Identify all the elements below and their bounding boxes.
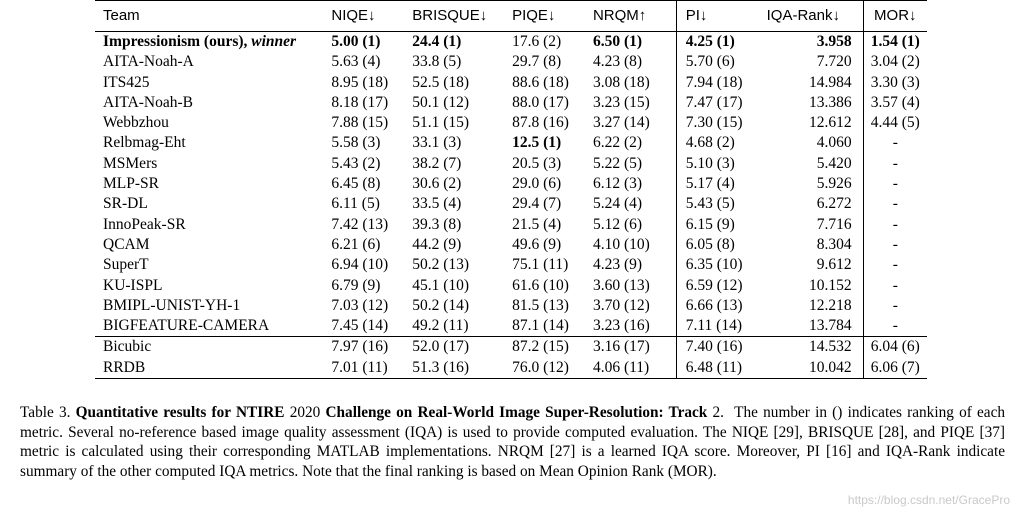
- team-name-cell: InnoPeak-SR: [103, 215, 186, 233]
- table-row: [95, 316, 927, 337]
- metric-cell: 3.16 (17): [593, 337, 676, 358]
- metric-cell: 7.45 (14): [331, 317, 389, 335]
- header-mor: MOR↓: [863, 1, 927, 32]
- metric-cell: -: [863, 296, 927, 316]
- metric-cell: 7.11 (14): [676, 316, 766, 337]
- table-row: [95, 276, 927, 296]
- table-row: [95, 235, 927, 255]
- metric-cell: 29.4 (7): [512, 195, 562, 213]
- metric-cell: 39.3 (8): [412, 215, 462, 233]
- metric-cell: 7.88 (15): [331, 114, 389, 132]
- metric-cell: 3.57 (4): [863, 93, 927, 113]
- metric-cell: -: [863, 154, 927, 174]
- metric-cell: 9.612: [816, 256, 852, 274]
- team-name-cell: MSMers: [103, 154, 158, 172]
- metric-cell: -: [863, 174, 927, 194]
- metric-cell: -: [863, 316, 927, 337]
- metric-cell: 5.10 (3): [676, 154, 766, 174]
- metric-cell: 4.44 (5): [863, 113, 927, 133]
- table-row: [95, 32, 927, 53]
- metric-cell: 7.716: [816, 215, 852, 233]
- team-name-cell: SR-DL: [103, 195, 148, 213]
- metric-cell: 51.3 (16): [412, 358, 512, 379]
- metric-cell: 6.35 (10): [676, 255, 766, 275]
- metric-cell: 3.60 (13): [592, 276, 650, 294]
- table-row: [95, 174, 927, 194]
- metric-cell: 6.04 (6): [863, 337, 927, 358]
- metric-cell: 14.532: [767, 337, 863, 358]
- metric-cell: 7.30 (15): [676, 113, 766, 133]
- metric-cell: 4.23 (8): [592, 53, 643, 71]
- metric-cell: -: [863, 235, 927, 255]
- caption-label: Table 3.: [20, 404, 71, 421]
- metric-cell: 6.50 (1): [592, 33, 643, 50]
- metric-cell: 87.1 (14): [512, 317, 569, 335]
- metric-cell: 12.5 (1): [512, 134, 562, 152]
- metric-cell: 6.22 (2): [592, 134, 643, 152]
- team-name-cell: ITS425: [103, 73, 150, 91]
- metric-cell: 10.042: [767, 358, 863, 379]
- table-row: [95, 73, 927, 93]
- metric-cell: 45.1 (10): [412, 276, 470, 294]
- metric-cell: 75.1 (11): [512, 256, 569, 274]
- header-brisque: BRISQUE↓: [412, 1, 512, 32]
- metric-cell: 24.4 (1): [412, 33, 462, 50]
- metric-cell: 6.66 (13): [676, 296, 766, 316]
- metric-cell: 4.10 (10): [592, 235, 650, 253]
- metric-cell: 5.17 (4): [676, 174, 766, 194]
- metric-cell: 50.2 (13): [412, 256, 470, 274]
- metric-cell: 12.218: [808, 296, 852, 314]
- metric-cell: 6.12 (3): [592, 175, 643, 193]
- metric-cell: 51.1 (15): [412, 114, 470, 132]
- metric-cell: 12.612: [808, 114, 852, 132]
- metric-cell: 8.304: [816, 235, 852, 253]
- metric-cell: -: [863, 255, 927, 275]
- table-row: [95, 52, 927, 72]
- metric-cell: 30.6 (2): [412, 175, 462, 193]
- metric-cell: 3.08 (18): [592, 73, 650, 91]
- metric-cell: 20.5 (3): [512, 154, 562, 172]
- metric-cell: 38.2 (7): [412, 154, 462, 172]
- metric-cell: 87.8 (16): [512, 114, 569, 132]
- header-iqa-rank: IQA-Rank↓: [767, 1, 863, 32]
- metric-cell: 4.060: [816, 134, 852, 152]
- metric-cell: 29.0 (6): [512, 175, 562, 193]
- metric-cell: 5.43 (5): [676, 194, 766, 214]
- table-row: [95, 215, 927, 235]
- metric-cell: 88.0 (17): [512, 93, 569, 111]
- metric-cell: 61.6 (10): [512, 276, 569, 294]
- metric-cell: 3.23 (15): [592, 93, 650, 111]
- table-row: [95, 154, 927, 174]
- team-name-cell: Impressionism (ours), winner: [103, 33, 297, 50]
- metric-cell: -: [863, 276, 927, 296]
- header-nrqm: NRQM↑: [593, 1, 676, 32]
- metric-cell: 88.6 (18): [512, 73, 569, 91]
- metric-cell: 13.784: [808, 317, 852, 335]
- metric-cell: 3.23 (16): [592, 317, 650, 335]
- metric-cell: -: [863, 194, 927, 214]
- metric-cell: 6.59 (12): [676, 276, 766, 296]
- team-name-cell: RRDB: [95, 358, 331, 379]
- metric-cell: 17.6 (2): [512, 33, 562, 50]
- metric-cell: 81.5 (13): [512, 296, 569, 314]
- metric-cell: 5.22 (5): [592, 154, 643, 172]
- metric-cell: 8.18 (17): [331, 93, 389, 111]
- table-header-row: [95, 1, 927, 32]
- metric-cell: 52.5 (18): [412, 73, 470, 91]
- metric-cell: 29.7 (8): [512, 53, 562, 71]
- metric-cell: 87.2 (15): [512, 337, 593, 358]
- metric-cell: 6.94 (10): [331, 256, 389, 274]
- metric-cell: 5.58 (3): [331, 134, 381, 152]
- metric-cell: 6.45 (8): [331, 175, 381, 193]
- header-team: Team: [95, 1, 331, 32]
- table-row: [95, 113, 927, 133]
- metric-cell: 5.00 (1): [331, 33, 381, 50]
- metric-cell: 7.01 (11): [331, 358, 412, 379]
- team-name-cell: QCAM: [103, 235, 150, 253]
- team-name-cell: BMIPL-UNIST-YH-1: [103, 296, 241, 314]
- metric-cell: 49.2 (11): [412, 317, 469, 335]
- metric-cell: 5.43 (2): [331, 154, 381, 172]
- metric-cell: 3.27 (14): [592, 114, 650, 132]
- team-name-cell: BIGFEATURE-CAMERA: [103, 317, 270, 335]
- table-row: [95, 133, 927, 153]
- metric-cell: 3.04 (2): [863, 52, 927, 72]
- metric-cell: 5.63 (4): [331, 53, 381, 71]
- metric-cell: 1.54 (1): [863, 32, 927, 53]
- metric-cell: 8.95 (18): [331, 73, 389, 91]
- metric-cell: 6.21 (6): [331, 235, 381, 253]
- metric-cell: 6.05 (8): [676, 235, 766, 255]
- caption-title: Quantitative results for NTIRE 2020 Challenge on Real-World Image Super-Resolution: Track 2.: [75, 404, 725, 421]
- metric-cell: 21.5 (4): [512, 215, 562, 233]
- metric-cell: -: [863, 133, 927, 153]
- header-pi: PI↓: [676, 1, 766, 32]
- metric-cell: 5.70 (6): [676, 52, 766, 72]
- metric-cell: 3.958: [816, 33, 852, 50]
- metric-cell: 10.152: [808, 276, 852, 294]
- team-name-cell: Webbzhou: [103, 114, 169, 132]
- metric-cell: 7.97 (16): [331, 337, 412, 358]
- team-name-cell: Bicubic: [95, 337, 331, 358]
- metric-cell: 6.79 (9): [331, 276, 381, 294]
- metric-cell: 7.03 (12): [331, 296, 389, 314]
- metric-cell: 14.984: [808, 73, 852, 91]
- metric-cell: 5.926: [816, 175, 852, 193]
- team-name-cell: SuperT: [103, 256, 149, 274]
- metric-cell: 49.6 (9): [512, 235, 562, 253]
- team-rows: [95, 32, 927, 337]
- table-row: [95, 296, 927, 316]
- team-name-cell: Relbmag-Eht: [103, 134, 186, 152]
- caption-body: The number in () indicates ranking of each metric. Several no-reference based image quality assessment (IQA) is used to provide computed evaluation. The NIQE [29], BRISQUE [28], and PIQE [37] metric is calculated using their corresponding MATLAB implementations. NRQM [27] is a learned IQA score. Moreover, PI [16] and IQA-Rank indicate summary of the other computed IQA metrics. Note that the final ranking is based on Mean Opinion Rank (MOR).: [20, 404, 1006, 480]
- table-row: [95, 337, 927, 358]
- metric-cell: 5.24 (4): [592, 195, 643, 213]
- metric-cell: 13.386: [808, 93, 852, 111]
- header-niqe: NIQE↓: [331, 1, 412, 32]
- metric-cell: 4.06 (11): [593, 358, 676, 379]
- metric-cell: 6.15 (9): [676, 215, 766, 235]
- header-piqe: PIQE↓: [512, 1, 593, 32]
- metric-cell: 33.5 (4): [412, 195, 462, 213]
- metric-cell: 3.70 (12): [592, 296, 650, 314]
- metric-cell: 4.25 (1): [676, 32, 766, 53]
- table-row: [95, 93, 927, 113]
- table-row: [95, 255, 927, 275]
- metric-cell: 50.1 (12): [412, 93, 470, 111]
- metric-cell: 6.11 (5): [331, 195, 380, 213]
- results-table: [95, 0, 927, 379]
- team-name-cell: KU-ISPL: [103, 276, 163, 294]
- metric-cell: 5.12 (6): [592, 215, 643, 233]
- metric-cell: 7.720: [816, 53, 852, 71]
- table-row: [95, 194, 927, 214]
- metric-cell: 7.40 (16): [676, 337, 766, 358]
- table-row: [95, 358, 927, 379]
- metric-cell: 7.47 (17): [676, 93, 766, 113]
- metric-cell: 33.1 (3): [412, 134, 462, 152]
- metric-cell: 52.0 (17): [412, 337, 512, 358]
- metric-cell: 44.2 (9): [412, 235, 462, 253]
- metric-cell: 4.68 (2): [676, 133, 766, 153]
- metric-cell: 7.94 (18): [676, 73, 766, 93]
- metric-cell: -: [863, 215, 927, 235]
- watermark: https://blog.csdn.net/GracePro: [847, 493, 1010, 507]
- team-name-cell: AITA-Noah-A: [103, 53, 194, 71]
- metric-cell: 76.0 (12): [512, 358, 593, 379]
- metric-cell: 7.42 (13): [331, 215, 389, 233]
- metric-cell: 4.23 (9): [592, 256, 643, 274]
- metric-cell: 6.272: [816, 195, 852, 213]
- metric-cell: 33.8 (5): [412, 53, 462, 71]
- table-caption: [20, 403, 1005, 481]
- baseline-rows: [95, 337, 927, 379]
- team-name-cell: AITA-Noah-B: [103, 93, 194, 111]
- metric-cell: 50.2 (14): [412, 296, 470, 314]
- metric-cell: 6.48 (11): [676, 358, 766, 379]
- metric-cell: 3.30 (3): [863, 73, 927, 93]
- team-name-cell: MLP-SR: [103, 175, 159, 193]
- metric-cell: 6.06 (7): [863, 358, 927, 379]
- metric-cell: 5.420: [816, 154, 852, 172]
